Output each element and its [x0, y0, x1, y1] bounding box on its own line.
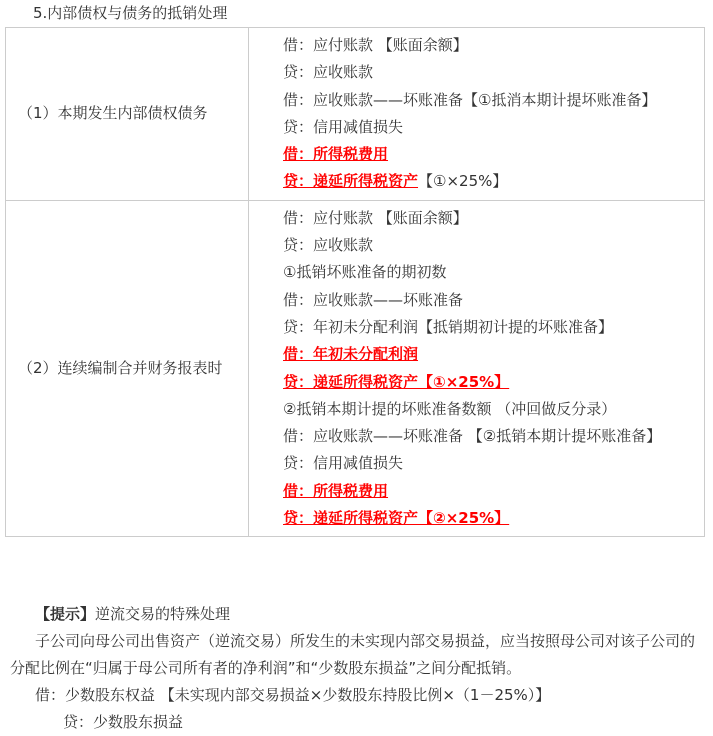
- tip-label: 【提示】: [35, 605, 96, 623]
- row-label: （2）连续编制合并财务报表时: [6, 200, 249, 537]
- entry-text: 借：应付账款 【账面余额】: [283, 208, 468, 227]
- journal-line: [255, 369, 698, 396]
- journal-line: [255, 450, 698, 477]
- tip-body: 子公司向母公司出售资产（逆流交易）所发生的未实现内部交易损益，应当按照母公司对该子公司的分配比例在“归属于母公司所有者的净利润”和“少数股东损益”之间分配抵销。: [10, 632, 696, 677]
- highlighted-entry: 借：年初未分配利润: [283, 345, 419, 364]
- row-label: （1）本期发生内部债权债务: [6, 28, 249, 201]
- offset-table: [5, 27, 705, 537]
- journal-line: [255, 423, 698, 450]
- entry-text: 贷：年初未分配利润【抵销期初计提的坏账准备】: [283, 317, 614, 336]
- entry-text: 贷：信用减值损失: [283, 117, 404, 136]
- highlighted-entry: 贷：递延所得税资产: [283, 172, 419, 191]
- journal-line: [255, 341, 698, 368]
- tip-heading-text: 逆流交易的特殊处理: [95, 605, 231, 623]
- tip-heading: [10, 601, 705, 628]
- entry-cell: [249, 28, 705, 201]
- entry-cell: [249, 200, 705, 537]
- tip-section: [10, 601, 705, 736]
- journal-line: [255, 32, 698, 59]
- highlighted-entry: 借：所得税费用: [283, 145, 389, 164]
- journal-line: [255, 168, 698, 195]
- entry-text: ①抵销坏账准备的期初数: [283, 263, 447, 282]
- entry-text: 【①×25%】: [418, 172, 508, 191]
- journal-line: [255, 114, 698, 141]
- journal-line: [255, 396, 698, 423]
- tip-credit: 贷：少数股东损益: [63, 713, 184, 731]
- highlighted-entry: 借：所得税费用: [283, 481, 389, 500]
- highlighted-entry: 贷：递延所得税资产【①×25%】: [283, 372, 510, 391]
- section-title: 5.内部债权与债务的抵销处理: [33, 4, 228, 22]
- highlighted-entry: 贷：递延所得税资产【②×25%】: [283, 509, 510, 528]
- journal-line: [255, 259, 698, 286]
- journal-line: [255, 205, 698, 232]
- journal-line: [255, 87, 698, 114]
- table-row: [6, 200, 705, 537]
- entry-text: 贷：信用减值损失: [283, 454, 404, 473]
- journal-line: [255, 314, 698, 341]
- journal-line: [255, 505, 698, 532]
- tip-debit: 借：少数股东权益 【未实现内部交易损益×少数股东持股比例×（1－25%）】: [35, 686, 551, 704]
- entry-text: 借：应付账款 【账面余额】: [283, 36, 468, 54]
- journal-line: [255, 478, 698, 505]
- entry-text: 贷：应收账款: [283, 236, 374, 255]
- entry-text: 贷：应收账款: [283, 63, 374, 82]
- journal-line: [255, 287, 698, 314]
- entry-text: 借：应收账款——坏账准备: [283, 290, 464, 309]
- journal-line: [255, 59, 698, 86]
- journal-line: [255, 141, 698, 168]
- entry-text: 借：应收账款——坏账准备【①抵消本期计提坏账准备】: [283, 90, 657, 109]
- journal-line: [255, 232, 698, 259]
- entry-text: ②抵销本期计提的坏账准备数额 （冲回做反分录）: [283, 399, 617, 418]
- entry-text: 借：应收账款——坏账准备 【②抵销本期计提坏账准备】: [283, 427, 662, 446]
- table-row: [6, 28, 705, 201]
